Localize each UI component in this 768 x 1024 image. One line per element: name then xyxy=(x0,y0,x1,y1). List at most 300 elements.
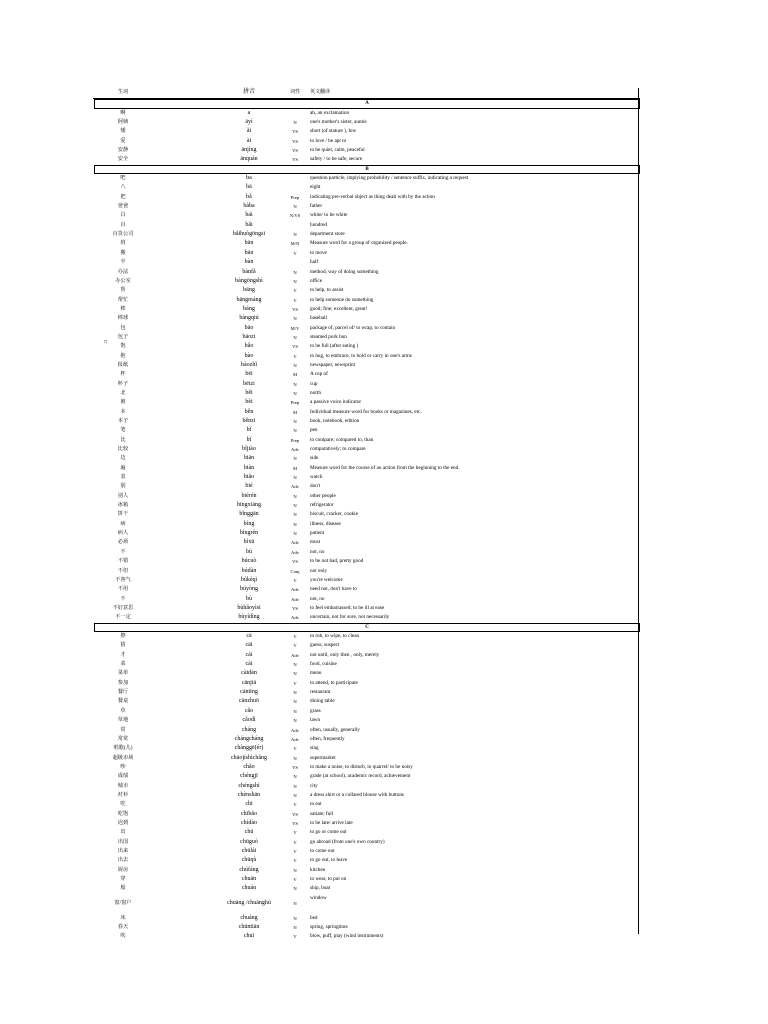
cell-part-of-speech: V xyxy=(293,643,297,649)
table-row xyxy=(93,763,640,772)
cell-word: 爱 xyxy=(120,137,126,144)
cell-word: 不用 xyxy=(117,586,129,593)
cell-part-of-speech: N xyxy=(293,708,297,714)
cell-pinyin: bāngmáng xyxy=(236,296,262,303)
cell-word: 病 xyxy=(120,520,126,527)
table-row xyxy=(93,146,640,155)
table-row xyxy=(93,314,640,323)
cell-word: 出来 xyxy=(117,847,129,854)
table-row xyxy=(93,529,640,538)
cell-pinyin: chuáng xyxy=(240,914,258,921)
cell-english: to feel embarrassed; to be ill at ease xyxy=(310,604,385,611)
cell-part-of-speech: V xyxy=(293,839,297,845)
cell-part-of-speech: Prep xyxy=(290,437,300,443)
cell-word: 冰箱 xyxy=(117,502,129,509)
cell-english: restaurant xyxy=(310,689,331,696)
cell-english: don't xyxy=(310,483,321,490)
table-row xyxy=(93,632,640,641)
cell-pinyin: chūguó xyxy=(240,838,258,845)
cell-pinyin: cāntīng xyxy=(240,689,258,696)
cell-english: steamed pork bun xyxy=(310,333,347,340)
cell-pinyin: bìxū xyxy=(243,539,255,546)
cell-pinyin: chuī xyxy=(243,933,255,940)
cell-part-of-speech: VS xyxy=(292,811,298,817)
table-row xyxy=(93,697,640,706)
table-row xyxy=(93,202,640,211)
cell-part-of-speech: N xyxy=(293,900,297,906)
cell-pinyin: āyí xyxy=(245,118,253,125)
cell-pinyin: bān xyxy=(244,240,254,247)
cell-part-of-speech: N xyxy=(293,278,297,284)
table-row xyxy=(93,641,640,650)
table-row xyxy=(93,716,640,725)
cell-pinyin: bēi xyxy=(245,371,253,378)
cell-pinyin: bàngōngshì xyxy=(235,277,263,284)
cell-english: not only xyxy=(310,567,328,574)
cell-word: 本子 xyxy=(117,418,129,424)
cell-english: to help, to assist xyxy=(310,287,344,294)
cell-word: 不客气 xyxy=(115,576,131,583)
cell-english: office xyxy=(310,277,323,284)
cell-english: dining table xyxy=(310,698,335,705)
cell-pinyin: càidān xyxy=(241,670,257,677)
table-row xyxy=(93,894,640,914)
cell-pinyin: chuān xyxy=(241,876,257,882)
cell-pinyin: ài xyxy=(246,137,252,144)
cell-english: baseball xyxy=(310,315,327,322)
cell-pinyin: chūqù xyxy=(241,857,257,864)
table-row xyxy=(93,286,640,295)
table-row xyxy=(93,538,640,547)
cell-part-of-speech: M xyxy=(292,372,298,378)
cell-part-of-speech: VS xyxy=(292,764,298,770)
table-header xyxy=(93,88,640,99)
cell-english: illness, disease xyxy=(310,520,341,527)
cell-english: sing xyxy=(310,745,319,752)
cell-pinyin: chànggē(ér) xyxy=(234,745,264,752)
cell-part-of-speech: N xyxy=(293,381,297,387)
cell-pinyin: chūntiān xyxy=(238,924,260,931)
cell-english: a passive voice indicator xyxy=(310,399,362,406)
cell-english: grass xyxy=(310,707,321,714)
cell-pinyin: chuán xyxy=(241,885,257,892)
cell-word: 不但 xyxy=(117,567,129,574)
cell-pinyin: bié xyxy=(245,483,253,490)
cell-pinyin: búkèqì xyxy=(240,576,258,583)
cell-english: to rub, to wipe, to clean xyxy=(310,633,360,640)
cell-english: to move xyxy=(310,249,327,256)
cell-part-of-speech: V xyxy=(293,353,297,359)
cell-word: 帮忙 xyxy=(117,296,129,303)
cell-english: you're welcome xyxy=(310,576,343,583)
cell-pinyin: chídào xyxy=(241,819,257,826)
cell-word: 吃 xyxy=(120,801,126,808)
cell-word: 不一定 xyxy=(115,614,131,621)
cell-word: 出国 xyxy=(117,838,129,845)
table-row xyxy=(93,744,640,753)
cell-word: 出 xyxy=(120,829,126,836)
table-row xyxy=(93,510,640,519)
cell-word: 安全 xyxy=(117,156,129,163)
cell-word: 包子 xyxy=(117,333,129,340)
table-row xyxy=(93,249,640,258)
table-row xyxy=(93,660,640,669)
cell-pinyin: ba xyxy=(246,175,252,182)
cell-word: 班 xyxy=(120,240,126,247)
section-header-a: A xyxy=(94,99,640,109)
cell-pinyin: biérén xyxy=(241,492,257,499)
header-pinyin: 拼音 xyxy=(242,89,255,95)
cell-english: window xyxy=(310,894,327,901)
cell-english: spring, springtime xyxy=(310,924,348,931)
cell-pinyin: chāojíshìchǎng xyxy=(231,754,267,761)
cell-english: need not, don't have to xyxy=(310,586,357,593)
cell-word: 百 xyxy=(120,221,126,228)
cell-english: kitchen xyxy=(310,866,326,873)
cell-part-of-speech: N xyxy=(293,316,297,322)
cell-word: 出去 xyxy=(117,857,129,864)
cell-word: 本 xyxy=(120,408,126,415)
table-row xyxy=(93,211,640,220)
cell-pinyin: ānquán xyxy=(240,156,258,163)
table-row xyxy=(93,408,640,417)
cell-part-of-speech: N xyxy=(293,792,297,798)
cell-part-of-speech: V xyxy=(293,250,297,256)
cell-pinyin: bàngqiú xyxy=(239,315,259,322)
cell-english: short (of stature ), low xyxy=(310,128,357,135)
table-row xyxy=(93,380,640,389)
cell-english: hundred xyxy=(310,221,327,228)
cell-word: 被 xyxy=(120,399,126,406)
cell-part-of-speech: N xyxy=(293,531,297,537)
cell-english: other people xyxy=(310,492,336,499)
table-row xyxy=(93,492,640,501)
section-header-c: C xyxy=(94,623,640,633)
cell-word: 穿 xyxy=(120,876,126,882)
table-row xyxy=(93,847,640,856)
cell-english: half xyxy=(310,259,319,266)
cell-word: 床 xyxy=(120,914,126,921)
cell-part-of-speech: N xyxy=(293,232,297,238)
cell-pinyin: bāo xyxy=(244,324,254,331)
cell-pinyin: chuāng /chuānghù xyxy=(227,899,271,906)
cell-part-of-speech: N xyxy=(293,419,297,424)
cell-english: cup xyxy=(310,380,318,387)
cell-pinyin: chūlái xyxy=(241,847,257,854)
cell-pinyin: bèi xyxy=(245,399,253,406)
cell-english: lawn xyxy=(310,717,321,724)
cell-word: 阿姨 xyxy=(117,118,129,125)
table-row xyxy=(93,268,640,277)
cell-word: 百货公司 xyxy=(112,231,134,238)
table-row xyxy=(93,838,640,847)
cell-word: 常常 xyxy=(117,735,129,742)
cell-part-of-speech: V xyxy=(293,830,297,836)
cell-word: 不 xyxy=(120,548,126,555)
table-row xyxy=(93,557,640,566)
table-row xyxy=(93,595,640,604)
cell-pinyin: cā xyxy=(246,633,252,640)
cell-part-of-speech: N xyxy=(293,493,297,499)
table-row xyxy=(93,137,640,146)
cell-pinyin: bùyídìng xyxy=(238,614,260,621)
cell-english: to wear, to put on xyxy=(310,876,347,882)
table-row xyxy=(93,932,640,941)
table-row xyxy=(93,884,640,893)
cell-word: 北 xyxy=(120,389,126,396)
cell-part-of-speech: V xyxy=(293,577,297,583)
cell-english: method, way of doing something xyxy=(310,268,379,275)
cell-part-of-speech: N xyxy=(293,521,297,527)
cell-pinyin: a xyxy=(247,109,251,116)
table-row xyxy=(93,296,640,305)
cell-word: 超级市场 xyxy=(112,754,134,761)
cell-word: 窗/窗户 xyxy=(114,899,132,906)
table-row xyxy=(93,352,640,361)
cell-word: 安静 xyxy=(117,146,129,153)
table-row xyxy=(93,398,640,407)
cell-word: 别人 xyxy=(117,492,129,499)
table-row xyxy=(93,688,640,697)
cell-pinyin: cǎo xyxy=(244,707,254,714)
cell-word: 草地 xyxy=(117,717,129,724)
cell-english: newspaper, newsprint xyxy=(310,361,356,368)
table-row xyxy=(93,810,640,819)
cell-pinyin: bùhǎoyìsi xyxy=(237,604,261,611)
cell-pinyin: bā xyxy=(246,184,252,191)
cell-word: 饼干 xyxy=(117,511,129,518)
cell-part-of-speech: N xyxy=(293,119,297,125)
vocabulary-table xyxy=(93,88,640,942)
table-row xyxy=(93,436,640,445)
table-row xyxy=(93,482,640,491)
table-row xyxy=(93,324,640,333)
table-row xyxy=(93,501,640,510)
cell-english: question particle, implying probability / sentence suffix, indicating a request xyxy=(310,175,469,182)
cell-word: 参加 xyxy=(117,679,129,686)
cell-word: 船 xyxy=(120,885,126,892)
stray-mark: □ xyxy=(104,340,108,345)
cell-part-of-speech: VS xyxy=(292,820,298,826)
cell-english: to eat xyxy=(310,801,322,808)
cell-english: Measure word for a group of organized people. xyxy=(310,240,408,247)
cell-english: ship, boat xyxy=(310,885,331,892)
cell-pinyin: bǎ xyxy=(246,193,252,200)
cell-part-of-speech: Adv xyxy=(291,615,299,621)
cell-english: to be full (after eating ) xyxy=(310,343,359,350)
cell-english: menu xyxy=(310,670,322,677)
table-row xyxy=(93,333,640,342)
cell-pinyin: chǎo xyxy=(243,763,255,770)
cell-part-of-speech: N xyxy=(293,867,297,873)
cell-pinyin: bāng xyxy=(243,287,255,294)
cell-part-of-speech: Adv xyxy=(291,736,299,742)
cell-part-of-speech: VS xyxy=(292,129,298,135)
cell-pinyin: búdàn xyxy=(241,567,257,574)
cell-pinyin: běn xyxy=(244,408,254,415)
cell-pinyin: bēizi xyxy=(243,380,255,387)
cell-english: eight xyxy=(310,184,321,191)
cell-part-of-speech: VS xyxy=(292,605,298,611)
cell-pinyin: chángcháng xyxy=(234,735,264,742)
cell-part-of-speech: Adv xyxy=(291,727,299,733)
cell-word: 不 xyxy=(120,595,126,602)
cell-part-of-speech: N xyxy=(293,755,297,761)
cell-pinyin: búcuò xyxy=(241,558,257,565)
table-row xyxy=(93,109,640,118)
cell-pinyin: chī xyxy=(245,801,253,808)
cell-pinyin: bīngxiāng xyxy=(237,502,261,509)
table-row xyxy=(93,127,640,136)
cell-word: 杯子 xyxy=(117,380,129,387)
cell-pinyin: chībǎo xyxy=(241,810,257,817)
cell-word: 边 xyxy=(120,455,126,462)
cell-part-of-speech: N xyxy=(293,204,297,210)
cell-pinyin: bù xyxy=(246,548,252,555)
cell-pinyin: bān xyxy=(244,249,254,256)
cell-part-of-speech: N xyxy=(293,783,297,789)
cell-word: 爸爸 xyxy=(117,203,129,210)
cell-word: 报纸 xyxy=(117,361,129,368)
cell-english: grade (at school), academic record, achievement xyxy=(310,773,411,780)
table-row xyxy=(93,791,640,800)
cell-pinyin: ānjìng xyxy=(241,146,257,153)
cell-word: 八 xyxy=(120,184,126,191)
cell-pinyin: ǎi xyxy=(246,128,252,135)
cell-part-of-speech: Adv xyxy=(291,652,299,658)
cell-word: 把 xyxy=(120,193,126,200)
cell-english: bed xyxy=(310,914,318,921)
cell-part-of-speech: N xyxy=(293,428,297,434)
table-row xyxy=(93,239,640,248)
cell-part-of-speech: M xyxy=(292,465,298,471)
table-row xyxy=(93,183,640,192)
cell-pinyin: cǎodì xyxy=(242,717,256,724)
cell-english: guess, suspect xyxy=(310,642,340,649)
cell-pinyin: bù xyxy=(246,595,252,602)
cell-english: to come out xyxy=(310,847,335,854)
cell-word: 擦 xyxy=(120,633,126,640)
cell-english: Measure word for the course of an action from the beginning to the end. xyxy=(310,464,460,471)
table-row xyxy=(93,361,640,370)
cell-pinyin: bìngrén xyxy=(239,530,259,537)
cell-part-of-speech: V xyxy=(293,858,297,864)
cell-pinyin: bǐjiào xyxy=(242,446,256,453)
header-word: 生词 xyxy=(117,90,128,95)
cell-part-of-speech: N xyxy=(293,671,297,677)
table-row xyxy=(93,389,640,398)
cell-word: 餐桌 xyxy=(117,698,129,705)
cell-english: to love / be apt to xyxy=(310,137,347,144)
cell-word: 吵 xyxy=(120,763,126,770)
cell-part-of-speech: VS xyxy=(292,306,298,312)
cell-english: side xyxy=(310,455,319,462)
cell-pinyin: biǎo xyxy=(243,474,255,481)
header-part-of-speech: 词性 xyxy=(289,90,300,95)
cell-pinyin: bāozi xyxy=(242,333,256,340)
cell-word: 城市 xyxy=(117,782,129,789)
header-english: 英文翻译 xyxy=(310,90,331,95)
table-row xyxy=(93,258,640,267)
table-row xyxy=(93,866,640,875)
cell-english: patient xyxy=(310,530,325,537)
cell-part-of-speech: VS xyxy=(292,344,298,350)
cell-part-of-speech: V xyxy=(293,288,297,294)
table-row xyxy=(93,800,640,809)
cell-part-of-speech: V xyxy=(293,634,297,640)
table-row xyxy=(93,174,640,183)
cell-part-of-speech: Conj xyxy=(290,568,300,574)
table-row xyxy=(93,473,640,482)
cell-english: not, no xyxy=(310,548,325,555)
cell-english: satiate; full xyxy=(310,810,334,817)
cell-english: department store xyxy=(310,231,345,238)
cell-english: watch xyxy=(310,474,323,481)
cell-word: 饱 xyxy=(120,343,126,350)
table-row xyxy=(93,772,640,781)
cell-part-of-speech: N xyxy=(293,269,297,275)
cell-part-of-speech: N xyxy=(293,925,297,931)
cell-pinyin: chū xyxy=(244,829,254,836)
cell-word: 搬 xyxy=(120,249,126,256)
cell-part-of-speech: V xyxy=(293,746,297,752)
cell-english: white/ to be white xyxy=(310,212,348,219)
cell-word: 必须 xyxy=(117,539,129,546)
cell-english: comparatively; to compare xyxy=(310,446,366,453)
cell-word: 厨房 xyxy=(117,866,129,873)
cell-english: to make a noise, to disturb, to quarrel/ to be noisy xyxy=(310,763,413,770)
cell-pinyin: běi xyxy=(245,389,253,396)
cell-pinyin: bào xyxy=(244,352,254,359)
cell-word: 菜单 xyxy=(117,670,129,677)
cell-english: must xyxy=(310,539,321,546)
cell-pinyin: bìng xyxy=(243,520,255,527)
cell-part-of-speech: N xyxy=(293,690,297,696)
cell-english: north xyxy=(310,389,321,396)
cell-word: 春天 xyxy=(117,924,129,931)
cell-pinyin: bàng xyxy=(243,305,255,312)
cell-part-of-speech: V xyxy=(293,877,297,882)
cell-word: 杯 xyxy=(120,371,126,378)
cell-word: 矮 xyxy=(120,128,126,135)
cell-word: 棒球 xyxy=(117,315,129,322)
table-row xyxy=(93,923,640,932)
cell-english: book, notebook, edition xyxy=(310,418,360,424)
cell-english: to go out, to leave xyxy=(310,857,348,864)
cell-word: 表 xyxy=(120,474,126,481)
cell-part-of-speech: N xyxy=(293,512,297,518)
cell-part-of-speech: N xyxy=(293,334,297,340)
table-row xyxy=(93,305,640,314)
table-row xyxy=(93,520,640,529)
cell-english: good; fine; excellent, great! xyxy=(310,305,368,312)
table-row xyxy=(93,548,640,557)
cell-word: 吹 xyxy=(120,933,126,940)
table-row xyxy=(93,669,640,678)
cell-part-of-speech: Adv xyxy=(291,596,299,602)
table-row xyxy=(93,342,640,351)
cell-part-of-speech: N xyxy=(293,662,297,668)
cell-part-of-speech: Prep xyxy=(290,400,300,406)
cell-word: 帮 xyxy=(120,287,126,294)
cell-english: a dress shirt or a collared blouse with buttons xyxy=(310,791,404,798)
table-body xyxy=(93,99,640,942)
cell-pinyin: chènshān xyxy=(237,791,261,798)
cell-word: 衬衫 xyxy=(117,791,129,798)
cell-pinyin: cānzhuō xyxy=(239,698,259,705)
cell-part-of-speech: VS xyxy=(292,138,298,144)
cell-word: 餐厅 xyxy=(117,689,129,696)
